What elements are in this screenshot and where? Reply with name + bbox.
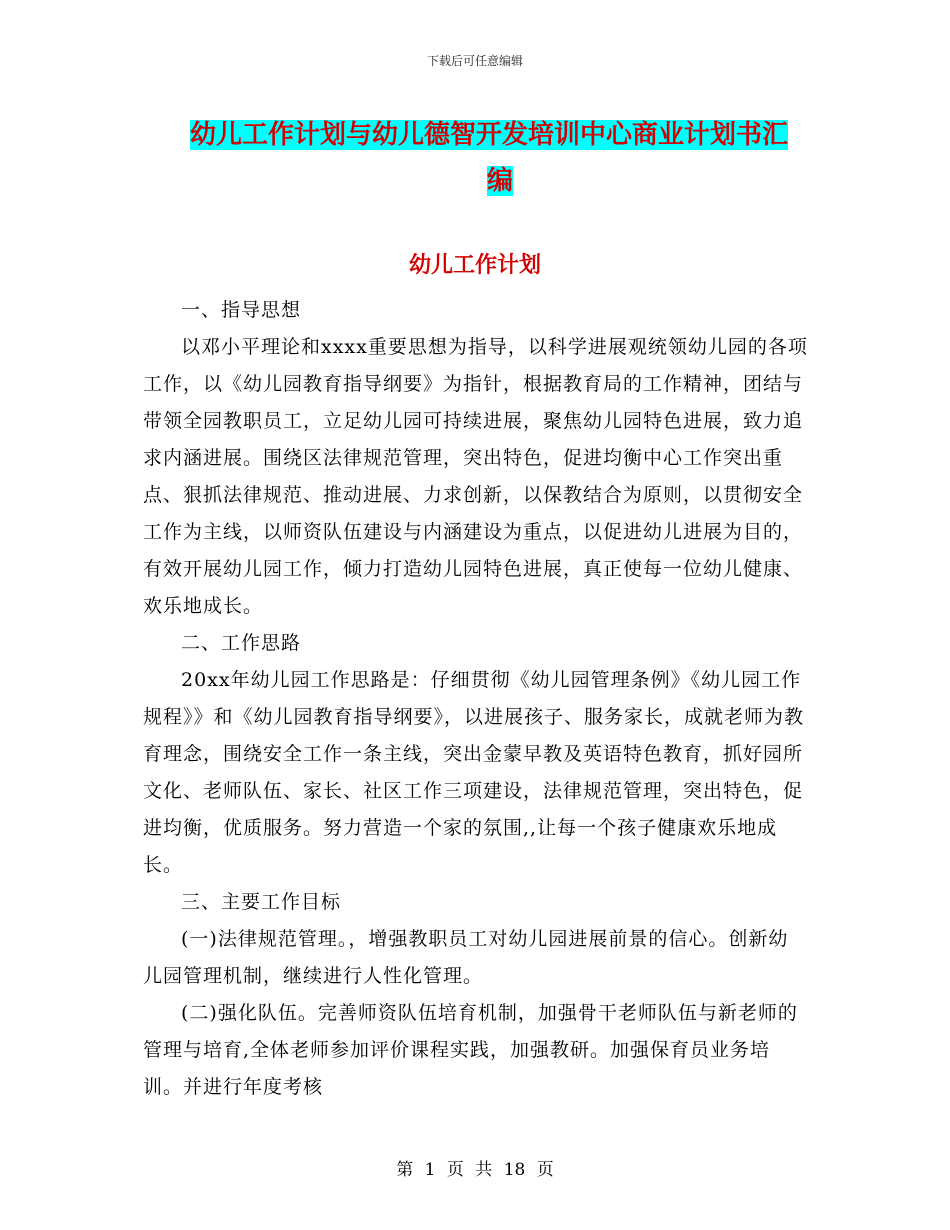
document-body [143, 292, 808, 1106]
document-title [190, 112, 810, 204]
title-line-1: 幼儿工作计划与幼儿德智开发培训中心商业计划书汇 [190, 120, 789, 150]
header-note: 下载后可任意编辑 [426, 54, 523, 68]
section-title: 幼儿工作计划 [408, 253, 541, 278]
heading-guiding-ideology: 一、指导思想 [181, 299, 302, 321]
title-line-2: 编 [486, 166, 513, 196]
paragraph: (一)法律规范管理。，增强教职员工对幼儿园进展前景的信心。创新幼儿园管理机制，继续进行人性化管理。 [143, 928, 789, 987]
paragraph: 20xx年幼儿园工作思路是：仔细贯彻《幼儿园管理条例》《幼儿园工作规程》》和《幼儿园教育指导纲要》，以进展孩子、服务家长，成就老师为教育理念，围绕安全工作一条主线，突出金蒙早教及英语特色教育，抓好园所文化、老师队伍、家长、社区工作三项建设，法律规范管理，突出特色，促进均衡，优质服务。努力营造一个家的氛围,,让每一个孩子健康欢乐地成长。 [143, 669, 805, 876]
heading-work-approach: 二、工作思路 [181, 632, 302, 654]
paragraph: (二)强化队伍。完善师资队伍培育机制，加强骨干老师队伍与新老师的管理与培育,全体老师参加评价课程实践，加强教研。加强保育员业务培训。并进行年度考核 [143, 1002, 798, 1098]
paragraph: 以邓小平理论和xxxx重要思想为指导，以科学进展观统领幼儿园的各项工作，以《幼儿园教育指导纲要》为指针，根据教育局的工作精神，团结与带领全园教职员工，立足幼儿园可持续进展，聚焦幼儿园特色进展，致力追求内涵进展。围绕区法律规范管理，突出特色，促进均衡中心工作突出重点、狠抓法律规范、推动进展、力求创新，以保教结合为原则，以贯彻安全工作为主线，以师资队伍建设与内涵建设为重点，以促进幼儿进展为目的，有效开展幼儿园工作，倾力打造幼儿园特色进展，真正使每一位幼儿健康、欢乐地成长。 [143, 336, 808, 617]
heading-main-goals: 三、主要工作目标 [181, 891, 342, 913]
page-footer: 第 1 页 共 18 页 [396, 1160, 554, 1180]
